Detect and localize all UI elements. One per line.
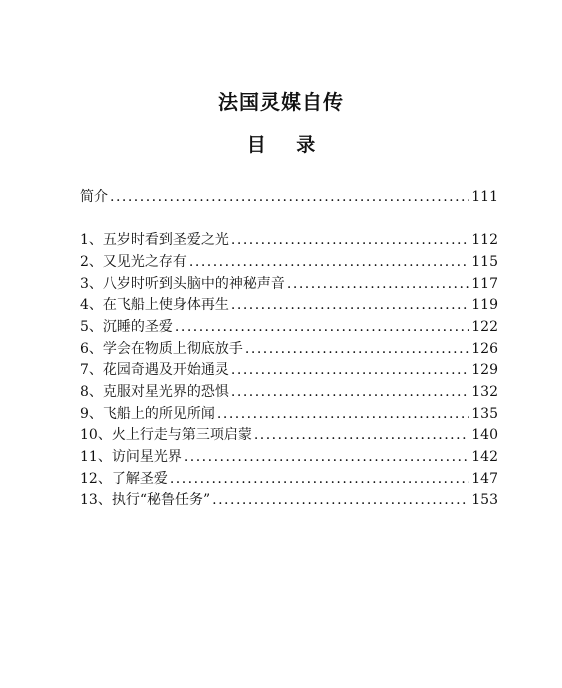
toc-entry-label: 5、沉睡的圣爱: [80, 319, 173, 335]
toc-entry-page: 132: [471, 384, 498, 400]
toc-entry-label: 8、克服对星光界的恐惧: [80, 384, 229, 400]
dot-leader: [175, 317, 469, 337]
toc-entry-intro: [80, 187, 498, 207]
toc-entry-page: 129: [471, 362, 498, 378]
toc-entry-page: 112: [471, 232, 498, 248]
book-title: 法国灵媒自传: [218, 90, 344, 114]
dot-leader: [231, 230, 469, 250]
toc-entry-page: 126: [471, 341, 498, 357]
toc-entry-chapter-5: [80, 317, 498, 337]
toc-heading: 目 录: [246, 134, 328, 156]
toc-entry-page: 122: [471, 319, 498, 335]
toc-entry-label: 12、了解圣爱: [80, 471, 168, 487]
toc-entry-label: 3、八岁时听到头脑中的神秘声音: [80, 276, 285, 292]
toc-entry-chapter-10: [80, 425, 498, 445]
toc-entry-label: 简介: [80, 189, 108, 205]
toc-entry-page: 147: [471, 471, 498, 487]
toc-entry-chapter-9: [80, 404, 498, 424]
toc-entry-page: 140: [471, 427, 498, 443]
toc-entry-chapter-8: [80, 382, 498, 402]
dot-leader: [170, 469, 469, 489]
toc-entry-chapter-12: [80, 469, 498, 489]
toc-entry-chapter-3: [80, 274, 498, 294]
toc-entry-label: 1、五岁时看到圣爱之光: [80, 232, 229, 248]
toc-entry-page: 117: [471, 276, 498, 292]
toc-entry-label: 7、花园奇遇及开始通灵: [80, 362, 229, 378]
toc-entry-label: 10、火上行走与第三项启蒙: [80, 427, 252, 443]
toc-entry-label: 11、访问星光界: [80, 449, 182, 465]
toc-entry-label: 2、又见光之存有: [80, 254, 187, 270]
toc-entry-chapter-1: [80, 230, 498, 250]
toc-entry-chapter-7: [80, 360, 498, 380]
toc-entry-label: 4、在飞船上使身体再生: [80, 297, 229, 313]
toc-entry-chapter-13: [80, 490, 498, 510]
toc-entry-page: 115: [471, 254, 498, 270]
dot-leader: [231, 295, 469, 315]
toc-entry-label: 9、飞船上的所见所闻: [80, 406, 215, 422]
dot-leader: [245, 339, 469, 359]
dot-leader: [189, 252, 469, 272]
toc-entry-page: 135: [471, 406, 498, 422]
dot-leader: [287, 274, 469, 294]
toc-entry-page: 111: [471, 189, 498, 205]
dot-leader: [231, 382, 469, 402]
toc-entry-chapter-6: [80, 339, 498, 359]
toc-entry-page: 153: [471, 492, 498, 508]
dot-leader: [110, 187, 469, 207]
toc-entry-page: 119: [471, 297, 498, 313]
dot-leader: [212, 490, 469, 510]
toc-entry-chapter-11: [80, 447, 498, 467]
toc-entry-chapter-4: [80, 295, 498, 315]
dot-leader: [254, 425, 469, 445]
toc-entry-label: 6、学会在物质上彻底放手: [80, 341, 243, 357]
dot-leader: [184, 447, 469, 467]
dot-leader: [231, 360, 469, 380]
dot-leader: [217, 404, 469, 424]
toc-entry-label: 13、执行“秘鲁任务”: [80, 492, 211, 508]
toc-entry-page: 142: [471, 449, 498, 465]
toc-entry-chapter-2: [80, 252, 498, 272]
